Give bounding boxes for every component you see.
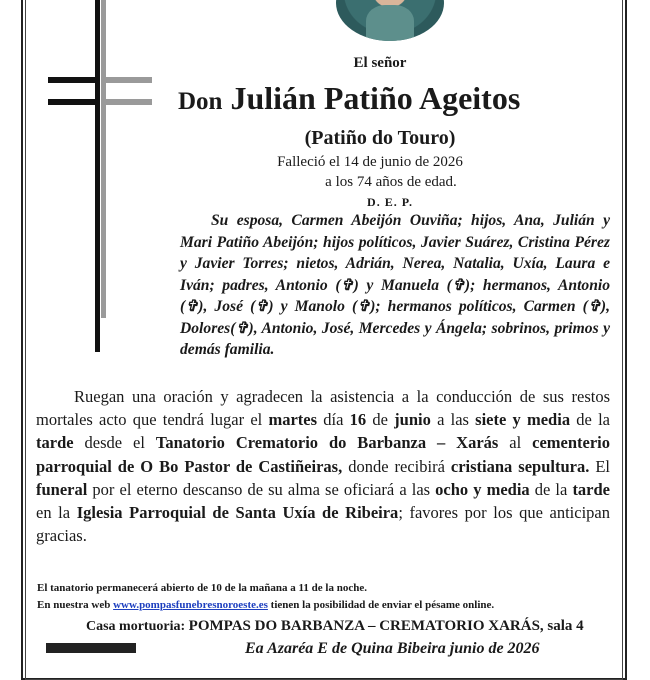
tanatorio-hours: El tanatorio permanecerá abierto de 10 de la mañana a 11 de la noche.	[37, 582, 367, 594]
cross-arm-left-lower	[48, 99, 95, 105]
website-link[interactable]: www.pompasfunebresnoroeste.es	[113, 599, 268, 611]
deceased-name	[178, 80, 618, 117]
ceremony-details: Ruegan una oración y agradecen la asistencia a la conducción de sus restos mortales acto que tendrá lugar el martes día 16 de junio a las siete y media de la tarde desde el Tanatorio Crematorio do Barbanza – Xarás al cementerio parroquial de O Bo Pastor de Castiñeiras, donde recibirá cristiana sepultura. El funeral por el eterno descanso de su alma se oficiará a las ocho y media de la tarde en la Iglesia Parroquial de Santa Uxía de Ribeira; favores por los que anticipan gracias.	[36, 387, 611, 546]
dep-initials: D. E. P.	[367, 195, 413, 209]
honorific: Don	[178, 88, 223, 115]
age-at-death: a los 74 años de edad.	[325, 174, 457, 190]
funeral-home	[86, 618, 584, 635]
nickname: (Patiño do Touro)	[304, 127, 456, 149]
full-name: Julián Patiño Ageitos	[230, 80, 521, 116]
family-list: Su esposa, Carmen Abeijón Ouviña; hijos, Ana, Julián y Mari Patiño Abeijón; hijos políticos, Javier Suárez, Cristina Pérez y Javier Torres; nietos, Adrián, Nerea, Natalia, Uxía, Laura e Iván; padres, Antonio (✞) y Manuela (✞); hermanos, Antonio (✞), José (✞) y Manolo (✞); hermanos políticos, Carmen (✞), Dolores(✞), Antonio, José, Mercedes y Ángela; sobrinos, primos y demás familia.	[180, 212, 610, 358]
title-prefix: El señor	[353, 55, 407, 71]
death-date: Falleció el 14 de junio de 2026	[277, 154, 463, 170]
funeral-home-logo	[46, 643, 136, 653]
address-line: Ea Azaréa E de Quina Bibeira junio de 2026	[245, 640, 540, 657]
funeral-home-name: POMPAS DO BARBANZA – CREMATORIO XARÁS, sala 4	[188, 618, 584, 634]
cross-arm-right	[106, 77, 152, 83]
cross-arm-left	[48, 77, 95, 83]
cross-arm-right-lower	[106, 99, 152, 105]
web-note: En nuestra web www.pompasfunebresnoroeste.es tienen la posibilidad de enviar el pésame online.	[37, 599, 495, 611]
funeral-home-label: Casa mortuoria:	[86, 619, 189, 634]
